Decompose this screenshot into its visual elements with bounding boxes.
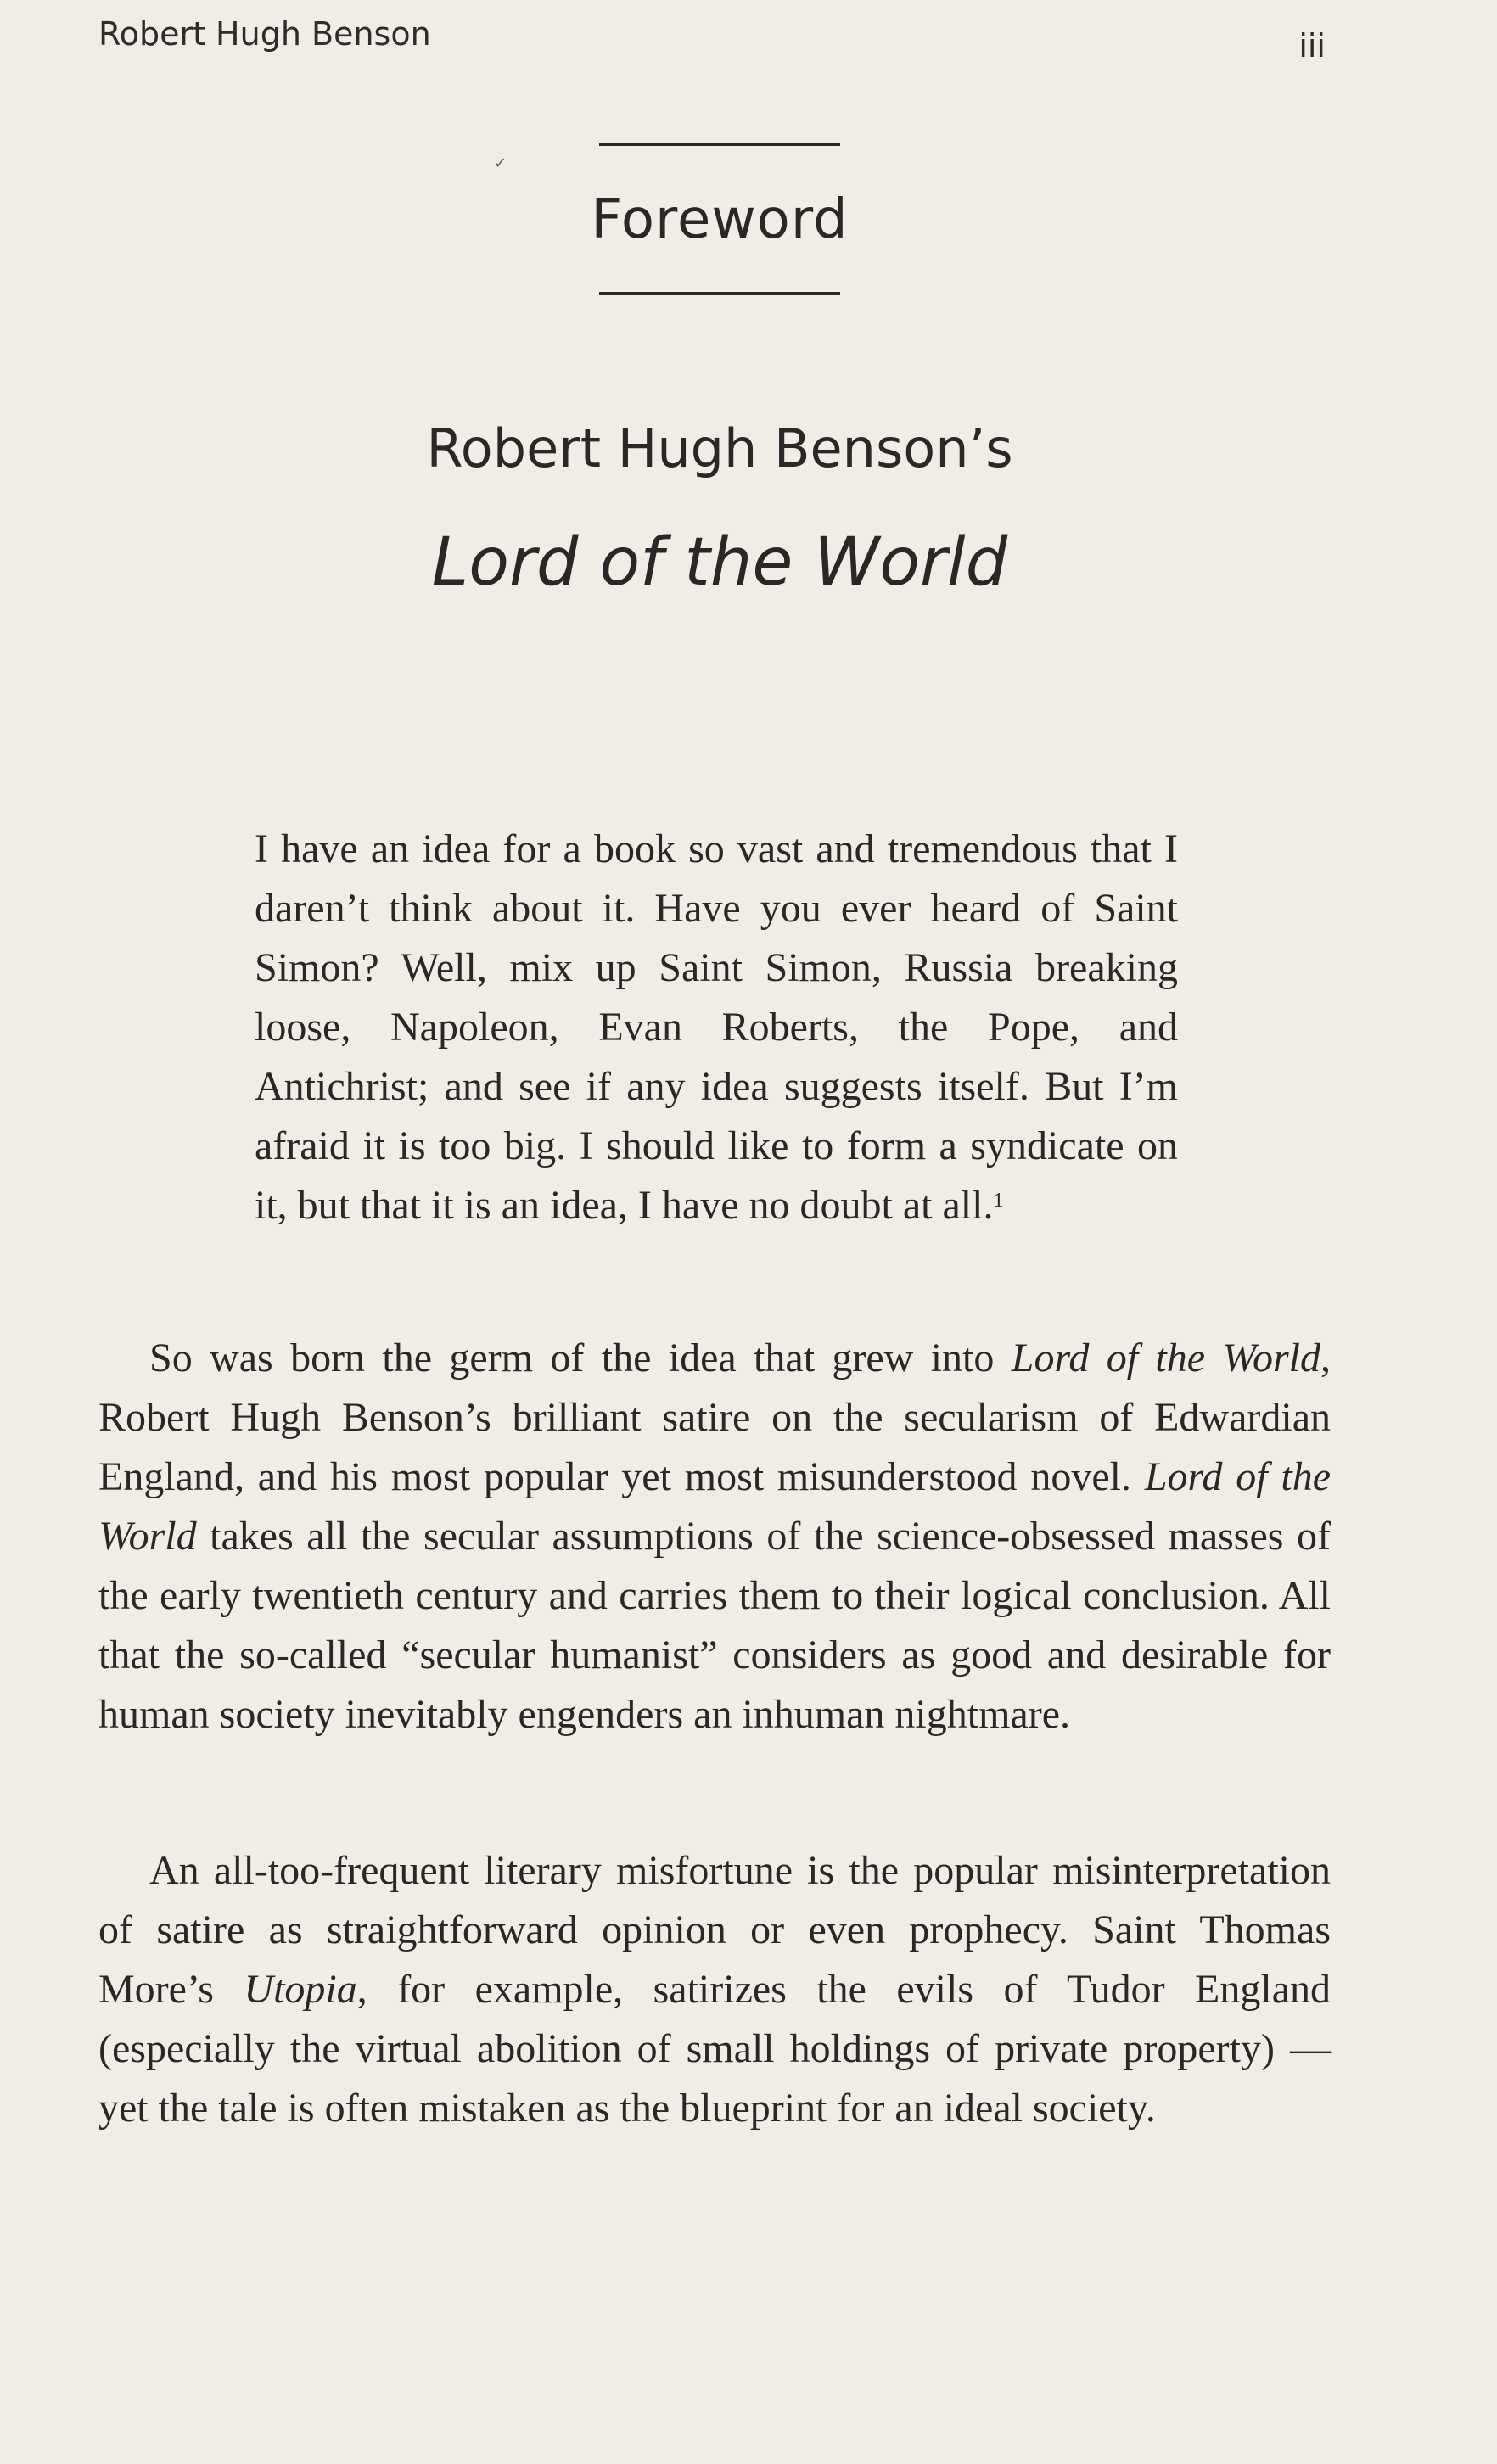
- paragraph-1-italic-b: Lord of the World: [98, 1454, 1331, 1559]
- title-rule-top: [599, 143, 840, 146]
- paragraph-2-text-b: , for example, satirizes the evils of Tudor England (especially the virtual abolition of small holdings of private property) — yet the tale is often mistaken as the blueprint for an ideal society.: [98, 1967, 1332, 2131]
- title-rule-bottom: [599, 292, 840, 295]
- running-head: Robert Hugh Benson: [98, 15, 431, 53]
- stray-mark: ✓: [494, 154, 507, 172]
- paragraph-1-text-c: takes all the secular assumptions of the science-obsessed masses of the early twentieth century and carries them to their logical conclusion. All that the so-called “secular humanist” considers as good and desirable for human society inevitably engenders an inhuman nightmare.: [98, 1514, 1331, 1737]
- epigraph-quote: [255, 820, 1178, 1235]
- chapter-subtitle: Robert Hugh Benson’s: [426, 417, 1013, 479]
- book-title: Lord of the World: [431, 524, 1008, 601]
- epigraph-text: I have an idea for a book so vast and tremendous that I daren’t think about it. Have you ever heard of Saint Simon? Well, mix up Saint Simon, Russia breaking loose, Napoleon, Evan Roberts, the Pope, and Antichrist; and see if any idea suggests itself. But I’m afraid it is too big. I should like to form a syndicate on it, but that it is an idea, I have no doubt at all.: [255, 826, 1178, 1228]
- page-number: iii: [1298, 27, 1326, 64]
- paragraph-1-text-b: , Robert Hugh Benson’s brilliant satire on the secularism of Edwardian England, and his most popular yet most misunderstood novel.: [98, 1336, 1331, 1499]
- chapter-title: Foreword: [591, 188, 849, 251]
- footnote-marker: 1: [993, 1190, 1004, 1212]
- paragraph-2-italic: Utopia: [244, 1967, 357, 2012]
- body-paragraph-2: [98, 1841, 1331, 2138]
- paragraph-2-text-a: An all-too-frequent literary misfortune is the popular misinterpretation of satire as straightforward opinion or even prophecy. Saint Thomas More’s: [98, 1848, 1331, 2012]
- paragraph-1-italic-a: Lord of the World: [1011, 1336, 1320, 1380]
- paragraph-1-text-a: So was born the germ of the idea that grew into: [149, 1336, 1012, 1380]
- body-paragraph-1: [98, 1329, 1331, 1744]
